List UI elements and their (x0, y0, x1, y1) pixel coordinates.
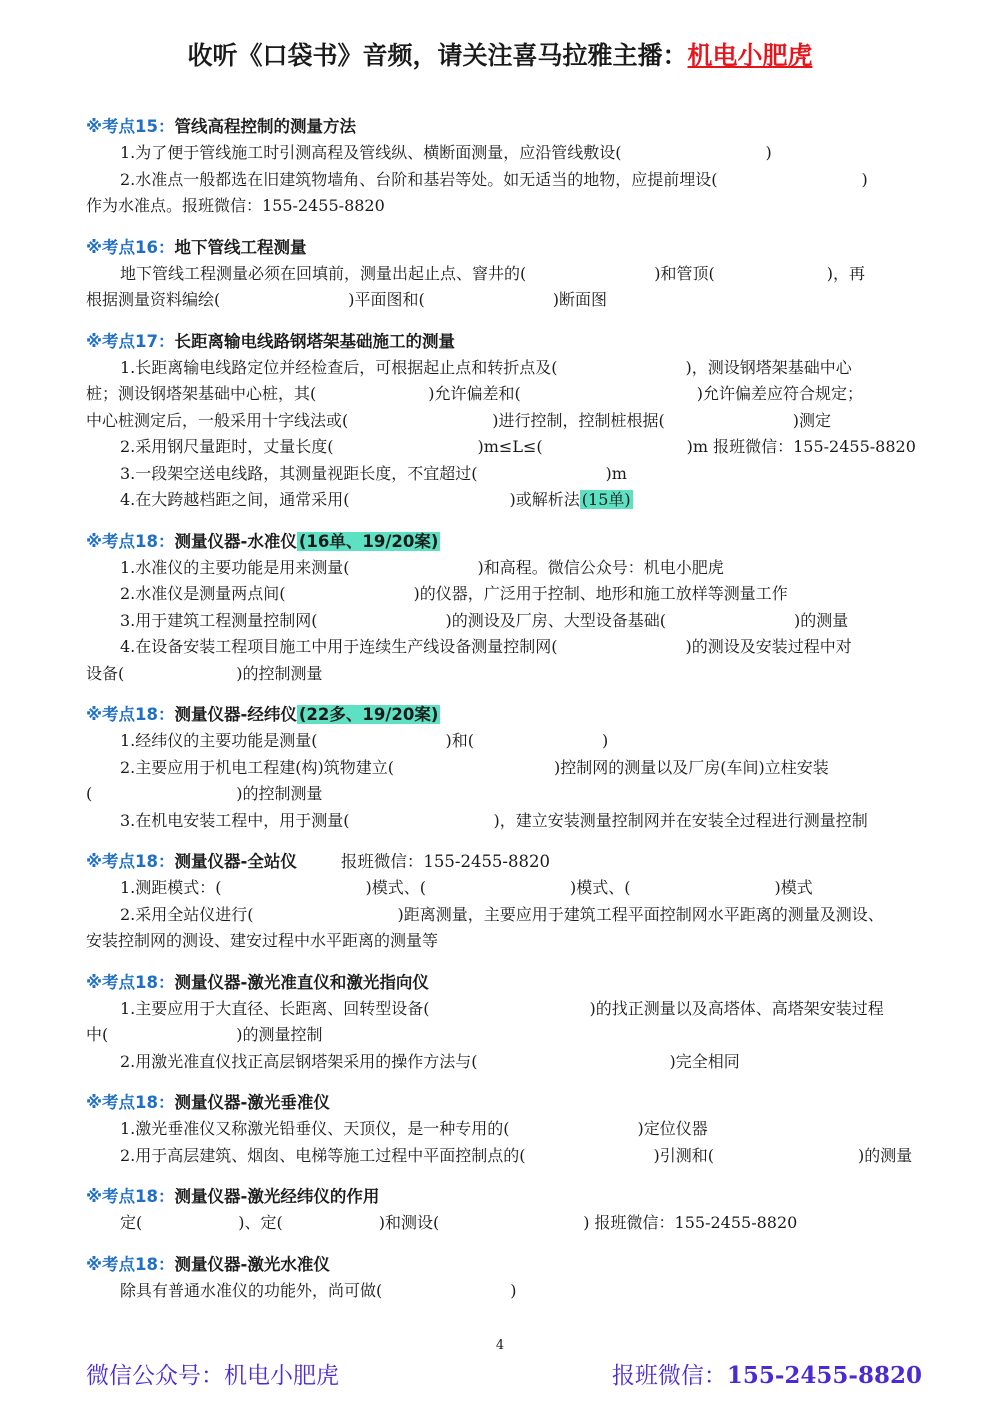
fill-in-line (86, 1278, 926, 1305)
exam-frequency-badge: (15单) (581, 490, 631, 509)
section-title (86, 701, 926, 728)
exam-point-section (86, 234, 926, 314)
line-text: 安装控制网的测设、建安过程中水平距离的测量等 (86, 931, 439, 950)
line-text: 2.用于高层建筑、烟囱、电梯等施工过程中平面控制点的( )引测和( )的测量 (120, 1145, 913, 1165)
line-text: 4.在设备安装工程项目施工中用于连续生产线设备测量控制网( )的测设及安装过程中对 (120, 637, 852, 656)
section-title-text: 测量仪器-经纬仪 (174, 705, 297, 724)
fill-in-line (86, 1116, 926, 1143)
content-area (86, 113, 926, 1318)
line-text: 作为水准点。报班微信：155-2455-8820 (86, 196, 385, 215)
fill-in-line (86, 487, 926, 514)
fill-in-line (86, 1049, 926, 1076)
section-title-text: 测量仪器-激光经纬仪的作用 (174, 1187, 380, 1206)
fill-in-line (86, 408, 926, 435)
section-title (86, 1183, 926, 1210)
section-number: ※考点17： (86, 331, 175, 351)
line-text: 地下管线工程测量必须在回填前，测量出起止点、窨井的( )和管顶( )，再 (120, 263, 865, 283)
section-number: ※考点18： (86, 705, 175, 724)
section-title (86, 528, 926, 555)
fill-in-line (86, 434, 926, 461)
header-anchor-name: 机电小肥虎 (687, 41, 813, 70)
section-title (86, 1251, 926, 1278)
fill-in-line (86, 928, 926, 955)
page-header (0, 36, 1000, 72)
fill-in-line (86, 167, 926, 194)
footer-wechat-account: 微信公众号：机电小肥虎 (86, 1363, 339, 1389)
section-title (86, 1089, 926, 1116)
fill-in-line (86, 634, 926, 661)
exam-point-section (86, 1251, 926, 1305)
fill-in-line (86, 1143, 926, 1170)
section-number: ※考点18： (86, 972, 175, 992)
section-title-text: 测量仪器-激光垂准仪 (174, 1093, 330, 1112)
fill-in-line (86, 381, 926, 408)
footer-contact (612, 1357, 922, 1390)
line-text: 1.激光垂准仪又称激光铅垂仪、天顶仪，是一种专用的( )定位仪器 (120, 1119, 708, 1138)
fill-in-line (86, 193, 926, 220)
exam-point-section (86, 328, 926, 514)
exam-point-section (86, 701, 926, 834)
section-title-text: 测量仪器-全站仪 (174, 852, 297, 871)
footer-contact-label: 报班微信： (611, 1363, 727, 1389)
section-title-text: 管线高程控制的测量方法 (174, 117, 357, 136)
section-contact-note: 报班微信：155-2455-8820 (340, 852, 551, 871)
line-text: 2.主要应用于机电工程建(构)筑物建立( )控制网的测量以及厂房(车间)立柱安装 (120, 757, 829, 777)
fill-in-line (86, 581, 926, 608)
section-number: ※考点15： (86, 117, 175, 136)
section-title-text: 地下管线工程测量 (174, 237, 307, 257)
exam-point-section (86, 1089, 926, 1169)
line-text: 设备( )的控制测量 (86, 663, 323, 683)
fill-in-line (86, 461, 926, 488)
exam-point-section (86, 528, 926, 688)
section-title (86, 848, 926, 875)
page-number: 4 (495, 1338, 505, 1353)
fill-in-line (86, 808, 926, 835)
section-title-text: 测量仪器-激光水准仪 (174, 1254, 330, 1274)
line-text: 中心桩测定后，一般采用十字线法或( )进行控制，控制桩根据( )测定 (86, 410, 831, 430)
exam-point-section (86, 1183, 926, 1237)
line-text: 1.水准仪的主要功能是用来测量( )和高程。微信公众号：机电小肥虎 (120, 557, 724, 577)
line-text: 2.采用钢尺量距时，丈量长度( )m≤L≤( )m 报班微信：155-2455-8820 (120, 437, 916, 456)
section-title (86, 328, 926, 355)
header-text: 收听《口袋书》音频，请关注喜马拉雅主播： (187, 41, 688, 70)
line-text: 3.一段架空送电线路，其测量视距长度，不宜超过( )m (120, 463, 627, 483)
fill-in-line (86, 1022, 926, 1049)
fill-in-line (86, 755, 926, 782)
line-text: 根据测量资料编绘( )平面图和( )断面图 (86, 290, 607, 309)
line-text: 1.经纬仪的主要功能是测量( )和( ) (120, 731, 609, 750)
line-text: 中( )的测量控制 (86, 1025, 323, 1044)
fill-in-line (86, 661, 926, 688)
line-text: 1.测距模式：( )模式、( )模式、( )模式 (120, 878, 813, 897)
section-title (86, 113, 926, 140)
fill-in-line (86, 781, 926, 808)
line-text: 2.水准点一般都选在旧建筑物墙角、台阶和基岩等处。如无适当的地物，应提前埋设( ) (120, 169, 868, 189)
section-number: ※考点18： (86, 1254, 175, 1274)
fill-in-line (86, 728, 926, 755)
fill-in-line (86, 355, 926, 382)
line-text: ( )的控制测量 (86, 784, 323, 803)
fill-in-line (86, 261, 926, 288)
line-text: 2.用激光准直仪找正高层钢塔架采用的操作方法与( )完全相同 (120, 1051, 740, 1071)
exam-frequency-badge: (16单、19/20案) (298, 531, 439, 551)
section-title-text: 测量仪器-水准仪 (174, 531, 297, 551)
section-title (86, 234, 926, 261)
section-number: ※考点18： (86, 852, 175, 871)
fill-in-line (86, 902, 926, 929)
exam-frequency-badge: (22多、19/20案) (298, 705, 439, 724)
section-title (86, 969, 926, 996)
exam-point-section (86, 113, 926, 220)
line-text: 2.采用全站仪进行( )距离测量，主要应用于建筑工程平面控制网水平距离的测量及测设、 (120, 904, 884, 924)
line-text: 2.水准仪是测量两点间( )的仪器，广泛用于控制、地形和施工放样等测量工作 (120, 584, 788, 603)
line-text: 3.用于建筑工程测量控制网( )的测设及厂房、大型设备基础( )的测量 (120, 610, 849, 630)
exam-point-section (86, 848, 926, 955)
fill-in-line (86, 996, 926, 1023)
line-text: 4.在大跨越档距之间，通常采用( )或解析法 (120, 490, 580, 509)
line-text: 桩；测设钢塔架基础中心桩，其( )允许偏差和( )允许偏差应符合规定； (86, 384, 863, 403)
line-text: 1.长距离输电线路定位并经检查后，可根据起止点和转折点及( )，测设钢塔架基础中心 (120, 357, 852, 377)
section-number: ※考点18： (86, 1187, 175, 1206)
fill-in-line (86, 875, 926, 902)
fill-in-line (86, 140, 926, 167)
line-text: 定( )、定( )和测设( ) 报班微信：155-2455-8820 (120, 1213, 798, 1232)
section-number: ※考点18： (86, 531, 175, 551)
exam-point-section (86, 969, 926, 1076)
footer-contact-number: 155-2455-8820 (726, 1362, 922, 1389)
line-text: 3.在机电安装工程中，用于测量( )，建立安装测量控制网并在安装全过程进行测量控制 (120, 810, 868, 830)
line-text: 除具有普通水准仪的功能外，尚可做( ) (120, 1280, 517, 1300)
section-title-text: 长距离输电线路钢塔架基础施工的测量 (174, 331, 456, 351)
section-number: ※考点16： (86, 237, 175, 257)
fill-in-line (86, 555, 926, 582)
section-number: ※考点18： (86, 1093, 175, 1112)
line-text: 1.主要应用于大直径、长距离、回转型设备( )的找正测量以及高塔体、高塔架安装过程 (120, 998, 884, 1018)
line-text: 1.为了便于管线施工时引测高程及管线纵、横断面测量，应沿管线敷设( ) (120, 143, 772, 162)
fill-in-line (86, 287, 926, 314)
fill-in-line (86, 1210, 926, 1237)
section-title-text: 测量仪器-激光准直仪和激光指向仪 (174, 972, 429, 992)
fill-in-line (86, 608, 926, 635)
